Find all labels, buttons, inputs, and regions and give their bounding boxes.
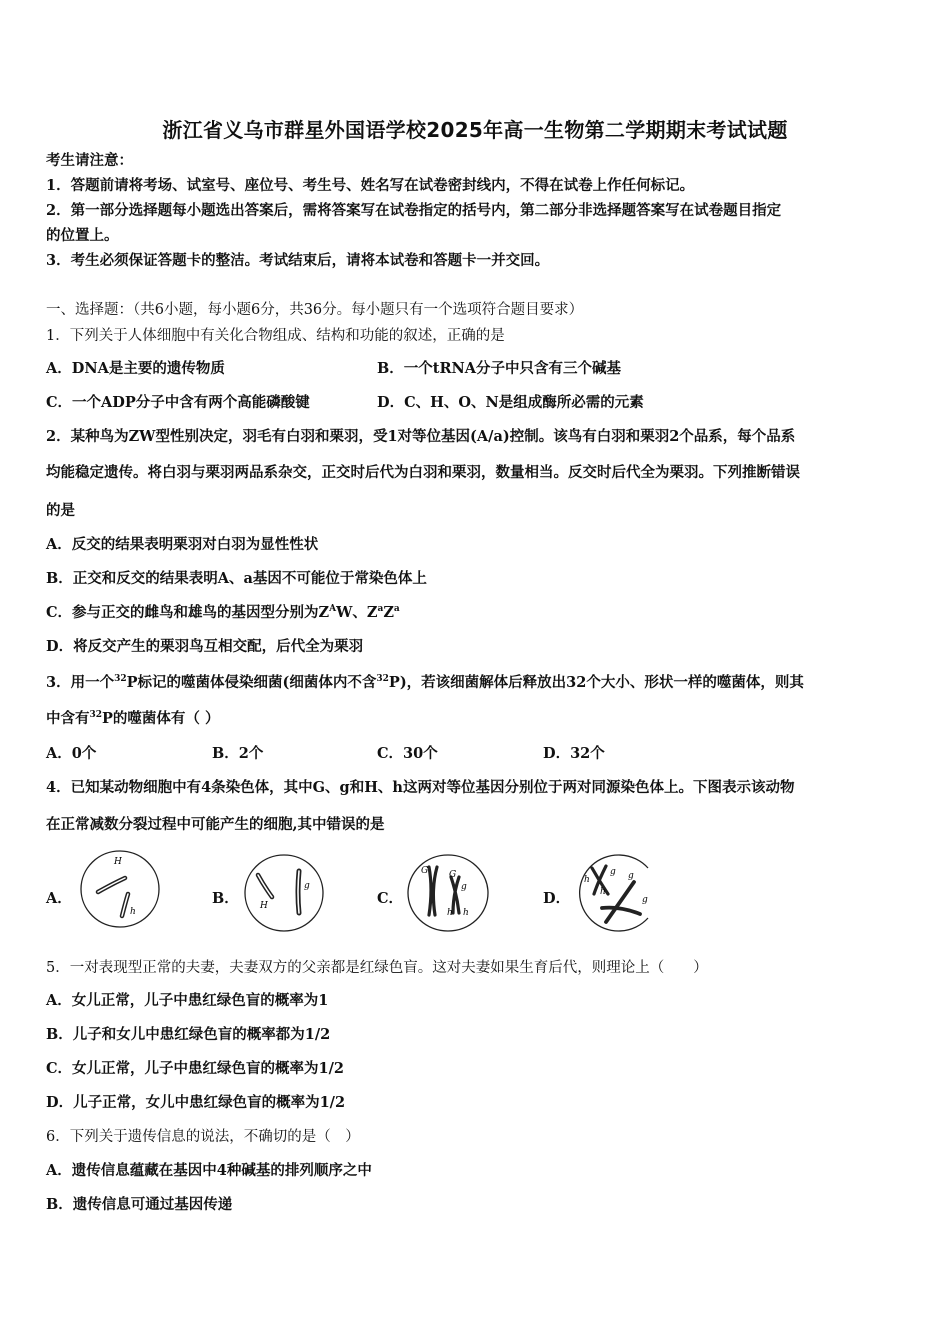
- q2-option-a: A．反交的结果表明栗羽对白羽为显性性状: [46, 536, 319, 553]
- q1-option-b: B．一个tRNA分子中只含有三个碱基: [377, 360, 622, 377]
- q1-option-c: C．一个ADP分子中含有两个高能磷酸键: [46, 394, 310, 411]
- gene-label: g: [628, 871, 634, 881]
- gene-label: H: [260, 901, 268, 911]
- q6-option-b: B．遗传信息可通过基因传递: [46, 1196, 233, 1213]
- question-2-stem: 均能稳定遗传。将白羽与栗羽两品系杂交，正交时后代为白羽和栗羽，数量相当。反交时后代全为栗羽。下列推断错误: [46, 464, 800, 481]
- question-6-stem: 6．下列关于遗传信息的说法，不确切的是（ ）: [46, 1129, 360, 1145]
- cell-diagram-c: [405, 853, 493, 935]
- section-heading: 一、选择题：（共6小题，每小题6分，共36分。每小题只有一个选项符合题目要求）: [46, 302, 584, 318]
- gene-label: g: [461, 882, 467, 892]
- gene-label: H: [114, 857, 122, 867]
- notice-item: 的位置上。: [46, 227, 119, 244]
- q1-option-a: A．DNA是主要的遗传物质: [46, 360, 225, 377]
- gene-label: h: [447, 908, 453, 918]
- notice-heading: 考生请注意：: [46, 152, 133, 169]
- q5-option-d: D．儿子正常，女儿中患红绿色盲的概率为1/2: [46, 1094, 346, 1111]
- q4-option-a: A．: [46, 890, 72, 907]
- q4-option-c: C．: [377, 890, 404, 907]
- notice-item: 2．第一部分选择题每小题选出答案后，需将答案写在试卷指定的括号内，第二部分非选择题答案写在试卷题目指定: [46, 202, 782, 219]
- q5-option-b: B．儿子和女儿中患红绿色盲的概率都为1/2: [46, 1026, 331, 1043]
- q2-option-b: B．正交和反交的结果表明A、a基因不可能位于常染色体上: [46, 570, 427, 587]
- q1-option-d: D．C、H、O、N是组成酶所必需的元素: [377, 394, 644, 411]
- gene-label: h: [600, 887, 606, 897]
- q3-option-b: B．2个: [212, 745, 264, 762]
- question-4-stem: 4．已知某动物细胞中有4条染色体，其中G、g和H、h这两对等位基因分别位于两对同源染色体上。下图表示该动物: [46, 779, 795, 796]
- gene-label: G: [449, 870, 457, 880]
- q4-option-b: B．: [212, 890, 239, 907]
- question-5-stem: 5．一对表现型正常的夫妻，夫妻双方的父亲都是红绿色盲。这对夫妻如果生育后代，则理论上（ ）: [46, 960, 708, 976]
- gene-label: g: [610, 867, 616, 877]
- question-4-stem: 在正常减数分裂过程中可能产生的细胞,其中错误的是: [46, 816, 385, 833]
- notice-item: 1．答题前请将考场、试室号、座位号、考生号、姓名写在试卷密封线内，不得在试卷上作任何标记。: [46, 177, 695, 194]
- q2-option-c: C．参与正交的雌鸟和雄鸟的基因型分别为$Z^AW$、$Z^aZ^a$: [46, 604, 400, 621]
- cell-diagram-a: [78, 848, 164, 930]
- cell-diagram-b: [242, 853, 328, 935]
- q3-option-a: A．0个: [46, 745, 97, 762]
- question-2-stem: 2．某种鸟为ZW型性别决定，羽毛有白羽和栗羽，受1对等位基因(A/a)控制。该鸟有白羽和栗羽2个品系，每个品系: [46, 428, 796, 445]
- q3-option-d: D．32个: [543, 745, 605, 762]
- gene-label: G: [421, 866, 429, 876]
- question-3-stem: 中含有$^{32}$P的噬菌体有（ ）: [46, 710, 220, 727]
- q3-option-c: C．30个: [377, 745, 438, 762]
- question-2-stem: 的是: [46, 502, 75, 519]
- gene-label: g: [304, 881, 310, 891]
- q2-option-d: D．将反交产生的栗羽鸟互相交配，后代全为栗羽: [46, 638, 364, 655]
- q5-option-a: A．女儿正常，儿子中患红绿色盲的概率为1: [46, 992, 329, 1009]
- question-1-stem: 1．下列关于人体细胞中有关化合物组成、结构和功能的叙述，正确的是: [46, 328, 505, 344]
- gene-label: h: [463, 908, 469, 918]
- page-title: 浙江省义乌市群星外国语学校2025年高一生物第二学期期末考试试题: [162, 118, 788, 142]
- q6-option-a: A．遗传信息蕴藏在基因中4种碱基的排列顺序之中: [46, 1162, 372, 1179]
- gene-label: h: [130, 907, 136, 917]
- q5-option-c: C．女儿正常，儿子中患红绿色盲的概率为1/2: [46, 1060, 345, 1077]
- question-3-stem: 3．用一个$^{32}$P标记的噬菌体侵染细菌(细菌体内不含$^{32}$P)，若该细菌解体后释放出32个大小、形状一样的噬菌体，则其: [46, 674, 804, 691]
- gene-label: g: [642, 895, 648, 905]
- gene-label: h: [584, 875, 590, 885]
- notice-item: 3．考生必须保证答题卡的整洁。考试结束后，请将本试卷和答题卡一并交回。: [46, 252, 550, 269]
- q4-option-d: D．: [543, 890, 571, 907]
- cell-diagram-d: [570, 852, 650, 934]
